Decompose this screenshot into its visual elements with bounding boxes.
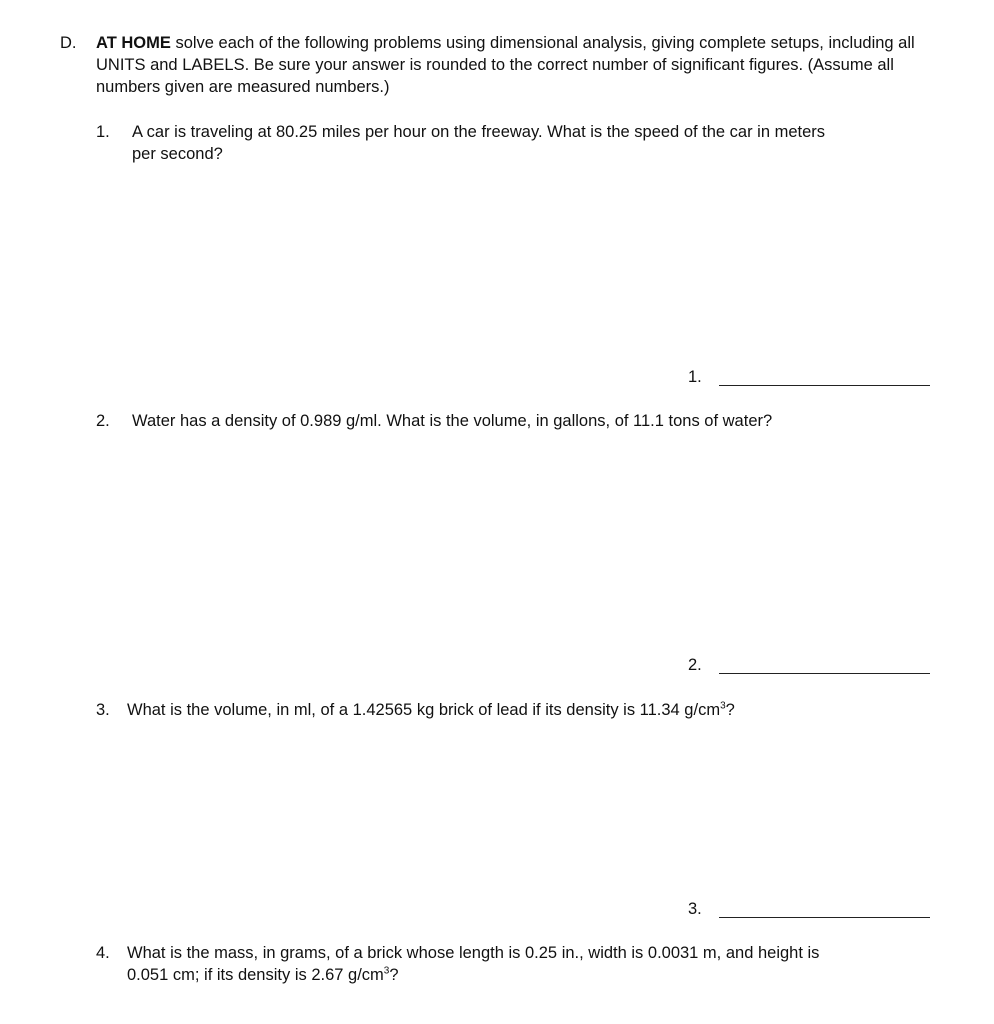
problem-1-line-1: A car is traveling at 80.25 miles per hour on the freeway. What is the speed of the car in meters <box>132 123 826 141</box>
instructions-emphasis: AT HOME <box>96 34 171 52</box>
answer-2-label: 2. <box>688 656 702 674</box>
problem-4-line-2-end: ? <box>389 966 399 984</box>
section-instructions <box>96 32 946 98</box>
answer-2-row <box>688 654 948 676</box>
section-letter: D. <box>60 34 77 52</box>
answer-2-line[interactable] <box>719 673 930 674</box>
problem-4-text <box>127 942 937 986</box>
problem-3-text <box>127 699 937 721</box>
problem-3-text-main: What is the volume, in ml, of a 1.42565 kg brick of lead if its density is 11.34 g/cm <box>127 701 721 719</box>
instructions-text: solve each of the following problems using dimensional analysis, giving complete setups, including all UNITS and LABELS. Be sure your answer is rounded to the correct number of significant figures. (Assume all numbers given are measured numbers.) <box>96 34 915 96</box>
answer-1-line[interactable] <box>719 385 930 386</box>
problem-4-line-1: What is the mass, in grams, of a brick whose length is 0.25 in., width is 0.0031 m, and height is <box>127 944 820 962</box>
problem-3-superscript: 3 <box>720 700 726 712</box>
problem-1-number: 1. <box>96 123 110 141</box>
problem-3-text-end: ? <box>725 701 735 719</box>
problem-2-number: 2. <box>96 412 110 430</box>
answer-1-label: 1. <box>688 368 702 386</box>
problem-1-line-2: per second? <box>132 145 223 163</box>
answer-3-label: 3. <box>688 900 702 918</box>
problem-1-text <box>132 121 932 165</box>
problem-2-text: Water has a density of 0.989 g/ml. What is the volume, in gallons, of 11.1 tons of water? <box>132 412 773 430</box>
problem-4-superscript: 3 <box>383 965 390 977</box>
answer-1-row <box>688 366 948 388</box>
problem-4-number: 4. <box>96 944 110 962</box>
answer-3-row <box>688 898 948 920</box>
problem-3-number: 3. <box>96 701 110 719</box>
problem-4-line-2-main: 0.051 cm; if its density is 2.67 g/cm <box>127 966 384 984</box>
problem-4-line-2 <box>127 964 937 986</box>
answer-3-line[interactable] <box>719 917 930 918</box>
